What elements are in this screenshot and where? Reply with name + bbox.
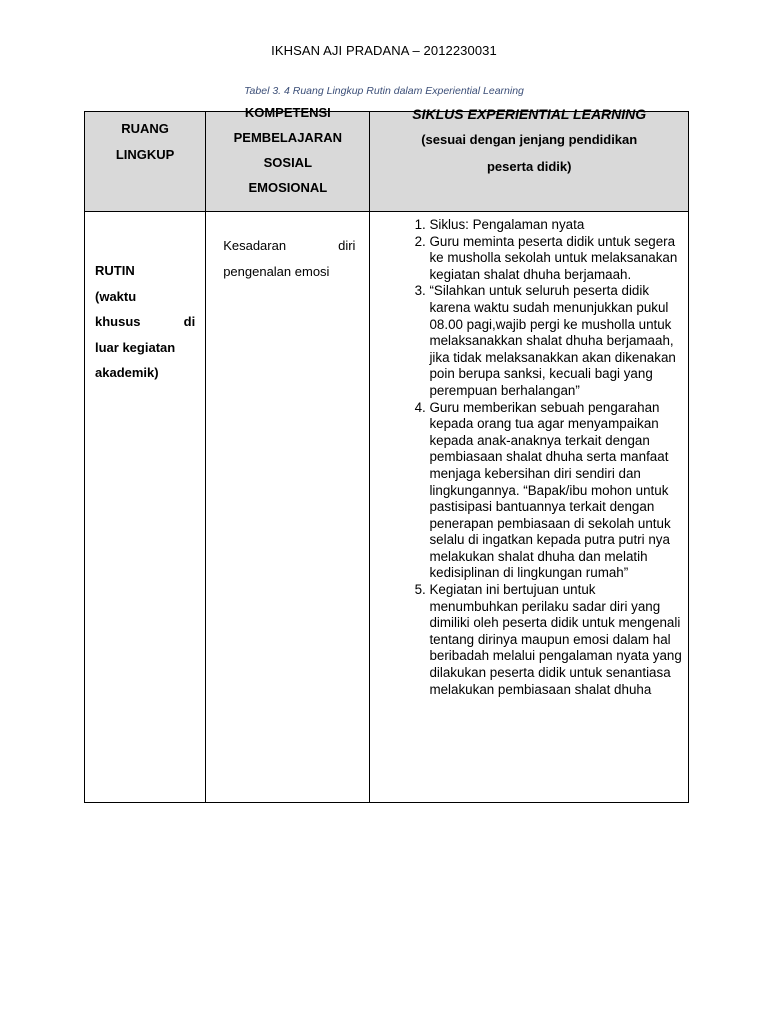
header-ruang-line1: RUANG bbox=[121, 121, 169, 136]
header-siklus-sub1: (sesuai dengan jenjang pendidikan bbox=[421, 132, 638, 147]
ruang-line2: (waktu bbox=[95, 288, 137, 304]
header-komp-line3: SOSIAL bbox=[263, 155, 313, 170]
kompetensi-line2: pengenalan emosi bbox=[223, 264, 330, 279]
ruang-line3-word2: di bbox=[183, 314, 196, 329]
header-siklus bbox=[370, 106, 689, 212]
header-komp-line2: PEMBELAJARAN bbox=[233, 130, 342, 145]
page-header-author: IKHSAN AJI PRADANA – 2012230031 bbox=[271, 43, 497, 58]
header-ruang-lingkup bbox=[85, 112, 206, 212]
list-item: 4. Guru memberikan sebuah pengarahan kepada orang tua agar menyampaikan kepada anak-anaknya terkait dengan pembiasaan shalat dhuha serta manfaat menjaga kebersihan diri sendiri dan lingkungannya. “Bapak/ibu mohon untuk pastisipasi bantuannya terkait dengan penerapan pembiasaan di sekolah untuk selalu di ingatkan kepada putra putri nya melakukan shalat dhuha dan melatih kedisiplinan di lingkungan rumah” bbox=[429, 400, 686, 583]
table-header-row bbox=[85, 112, 689, 212]
list-item: 3. “Silahkan untuk seluruh peserta didik karena waktu sudah menunjukkan pukul 08.00 pagi,wajib pergi ke musholla untuk melaksanakkan shalat dhuha berjamaah, jika tidak melaksanakkan akan dikenakan poin berupa sanksi, kecuali bagi yang perempuan berhalangan” bbox=[429, 283, 686, 399]
table-row bbox=[85, 212, 689, 803]
header-ruang-line2: LINGKUP bbox=[115, 147, 175, 162]
experiential-learning-table bbox=[84, 105, 689, 803]
steps-list bbox=[370, 217, 686, 698]
ruang-line4: luar kegiatan bbox=[95, 339, 176, 355]
cell-siklus-steps bbox=[370, 212, 689, 803]
list-item: 5. Kegiatan ini bertujuan untuk menumbuhkan perilaku sadar diri yang dimiliki oleh peserta didik untuk mengenali tentang dirinya maupun emosi dalam hal beribadah melalui pengalaman nyata yang dilakukan peserta didik untuk senantiasa melakukan pembiasaan shalat dhuha bbox=[429, 582, 686, 698]
cell-kompetensi bbox=[206, 212, 370, 803]
cell-ruang-lingkup bbox=[85, 212, 206, 803]
header-kompetensi bbox=[206, 105, 370, 212]
list-item: 2. Guru meminta peserta didik untuk segera ke musholla sekolah untuk melaksanakan kegiatan shalat dhuha berjamaah. bbox=[429, 234, 686, 284]
ruang-line1: RUTIN bbox=[95, 263, 135, 278]
header-komp-line1: KOMPETENSI bbox=[244, 105, 331, 120]
header-siklus-sub2: peserta didik) bbox=[486, 159, 572, 174]
header-siklus-title: SIKLUS EXPERIENTIAL LEARNING bbox=[412, 106, 647, 122]
ruang-line3 bbox=[95, 309, 195, 335]
list-item: 1. Siklus: Pengalaman nyata bbox=[429, 217, 686, 234]
kompetensi-line1-word1: Kesadaran bbox=[223, 238, 287, 253]
kompetensi-line1 bbox=[223, 233, 355, 259]
kompetensi-line1-word2: diri bbox=[338, 238, 356, 253]
header-komp-line4: EMOSIONAL bbox=[248, 180, 328, 195]
table-caption: Tabel 3. 4 Ruang Lingkup Rutin dalam Experiential Learning bbox=[244, 85, 524, 97]
ruang-line3-word1: khusus bbox=[95, 314, 141, 329]
ruang-line5: akademik) bbox=[95, 365, 159, 380]
